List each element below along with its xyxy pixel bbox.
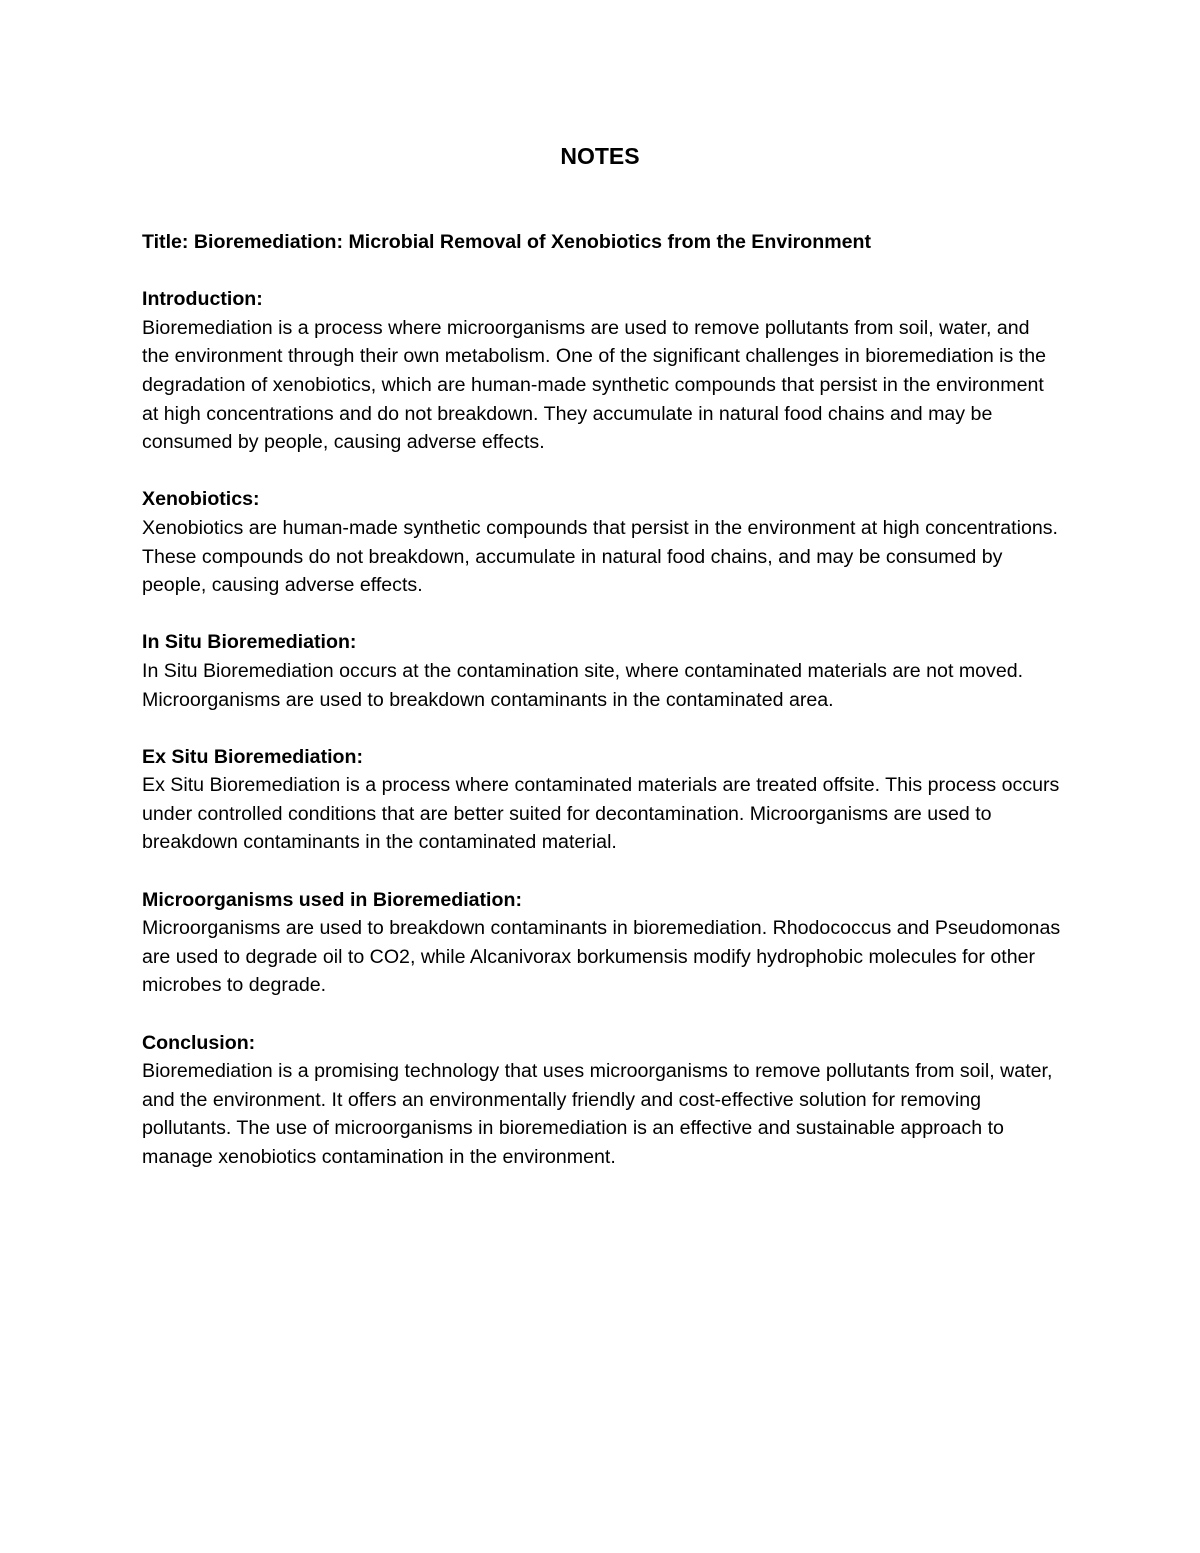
- section-paragraph: Bioremediation is a promising technology that uses microorganisms to remove pollutants from soil, water, and the environment. It offers an environmentally friendly and cost-effective solution for removing pollutants. The use of microorganisms in bioremediation is an effective and sustainable approach to manage xenobiotics contamination in the environment.: [142, 1060, 1053, 1168]
- section-paragraph: Xenobiotics are human-made synthetic compounds that persist in the environment at high concentrations. These compounds do not breakdown, accumulate in natural food chains, and may be consumed by people, causing adverse effects.: [142, 516, 1058, 597]
- section-conclusion: [142, 1029, 1062, 1172]
- section-paragraph: Microorganisms are used to breakdown contaminants in bioremediation. Rhodococcus and Pseudomonas are used to degrade oil to CO2, while Alcanivorax borkumensis modify hydrophobic molecules for other microbes to degrade.: [142, 917, 1061, 997]
- section-paragraph: Ex Situ Bioremediation is a process where contaminated materials are treated offsite. This process occurs under controlled conditions that are better suited for decontamination. Microorganisms are used to breakdown contaminants in the contaminated material.: [142, 774, 1060, 854]
- section-paragraph: Bioremediation is a process where microorganisms are used to remove pollutants from soil, water, and the environment through their own metabolism. One of the significant challenges in bioremediation is the degradation of xenobiotics, which are human-made synthetic compounds that persist in the environment at high concentrations and do not breakdown. They accumulate in natural food chains and may be consumed by people, causing adverse effects.: [142, 316, 1047, 454]
- section-introduction: [142, 285, 1062, 457]
- section-heading: Introduction:: [142, 288, 263, 311]
- section-ex-situ: [142, 743, 1062, 857]
- section-heading: Conclusion:: [142, 1031, 256, 1054]
- section-microorganisms: [142, 886, 1062, 1000]
- page-heading: NOTES: [560, 143, 640, 169]
- document-body: [142, 228, 1062, 1200]
- section-heading: In Situ Bioremediation:: [142, 631, 357, 654]
- document-title: Title: Bioremediation: Microbial Removal of Xenobiotics from the Environment: [142, 231, 872, 253]
- section-heading: Ex Situ Bioremediation:: [142, 745, 364, 768]
- section-paragraph: In Situ Bioremediation occurs at the contamination site, where contaminated materials are not moved. Microorganisms are used to breakdown contaminants in the contaminated area.: [142, 659, 1024, 711]
- section-heading: Microorganisms used in Bioremediation:: [142, 888, 522, 911]
- section-xenobiotics: [142, 485, 1062, 599]
- section-heading: Xenobiotics:: [142, 488, 260, 511]
- section-in-situ: [142, 628, 1062, 714]
